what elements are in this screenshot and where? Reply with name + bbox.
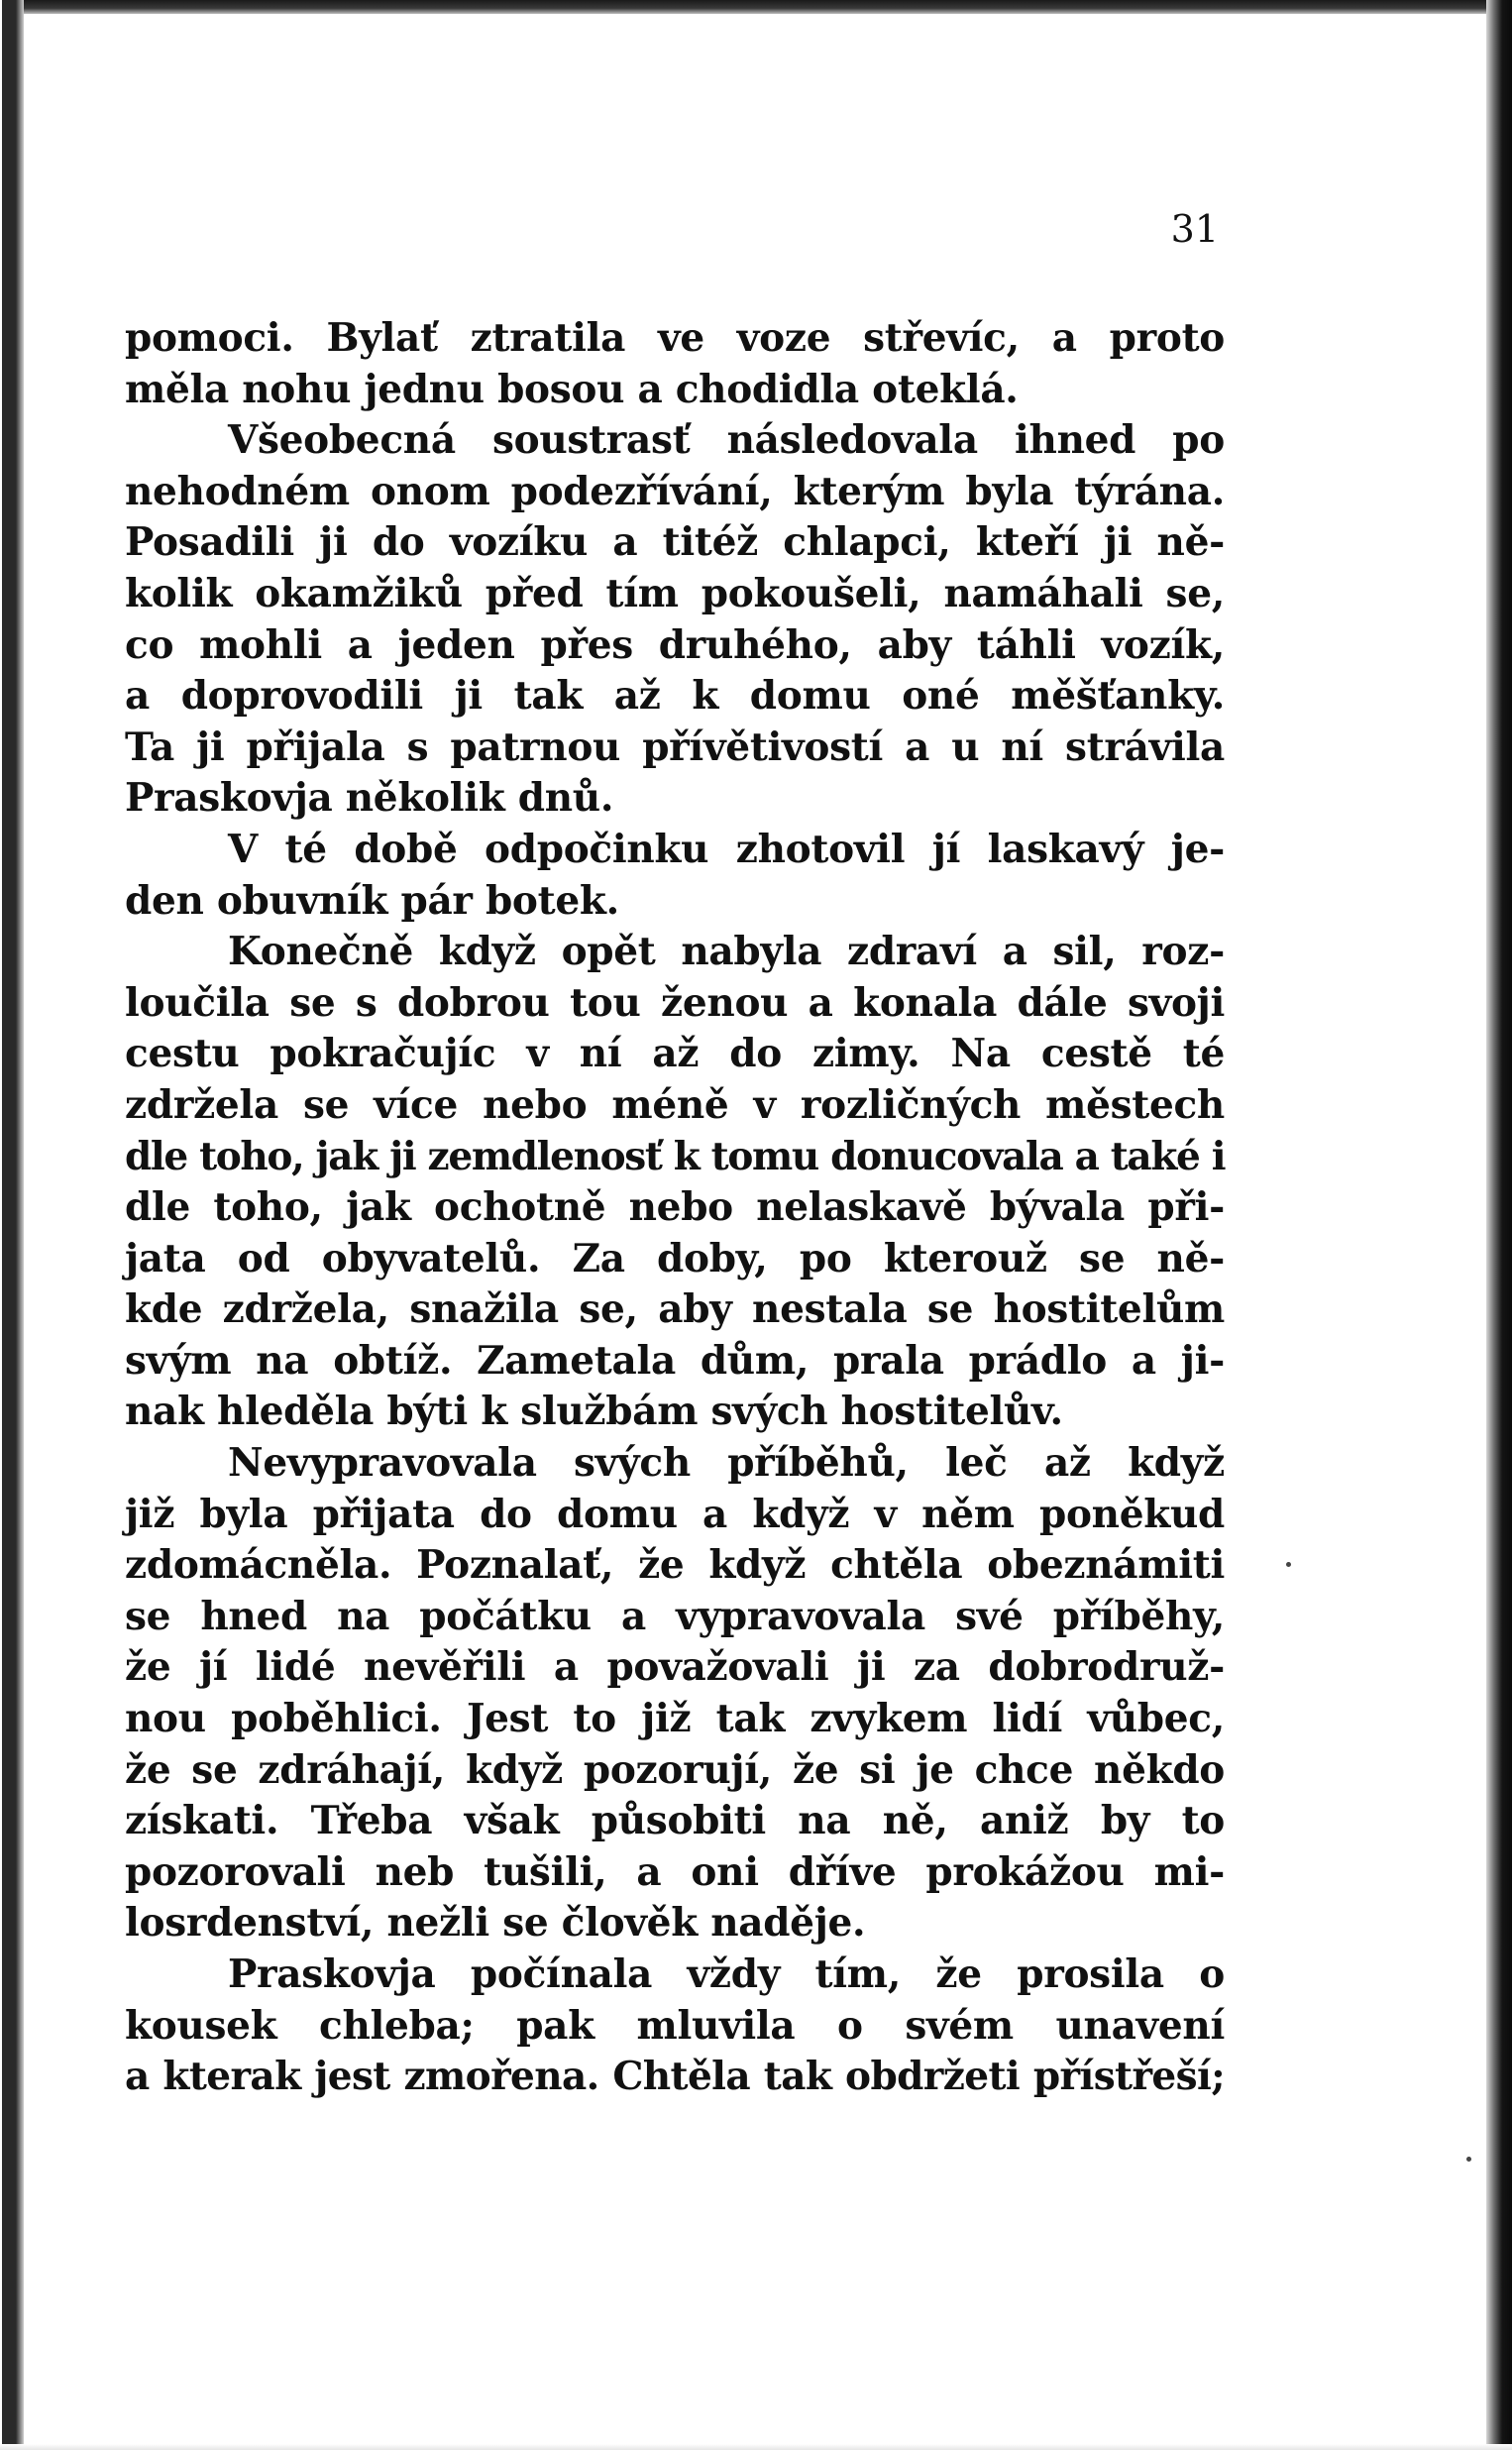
text-line: dle toho, jak ochotně nebo nelaskavě bývala při-	[125, 1184, 1225, 1231]
text-line: a doprovodili ji tak až k domu oné měšťanky.	[125, 673, 1225, 720]
text-line: loučila se s dobrou tou ženou a konala dále svoji	[125, 979, 1225, 1026]
text-line: měla nohu jednu bosou a chodidla oteklá.	[125, 366, 1019, 412]
text-line: den obuvník pár botek.	[125, 877, 619, 924]
scan-speck	[1466, 2157, 1471, 2162]
text-line: Posadili ji do vozíku a titéž chlapci, kteří ji ně-	[125, 519, 1225, 566]
text-line: dle toho, jak ji zemdlenosť k tomu donucovala a také i	[125, 1133, 1226, 1179]
text-line: že se zdráhají, když pozorují, že si je chce někdo	[125, 1746, 1225, 1793]
text-line: Konečně když opět nabyla zdraví a sil, roz-	[228, 929, 1225, 975]
text-line: Praskovja počínala vždy tím, že prosila o	[228, 1951, 1225, 1997]
scan-speck	[1286, 1562, 1291, 1567]
text-line: kousek chleba; pak mluvila o svém unavení	[125, 2002, 1225, 2049]
text-line: nou poběhlici. Jest to již tak zvykem lidí vůbec,	[125, 1696, 1225, 1742]
text-line: Všeobecná soustrasť následovala ihned po	[228, 417, 1225, 464]
scan-border-right	[1486, 0, 1512, 2450]
text-line: nak hleděla býti k službám svých hostitelův.	[125, 1389, 1063, 1435]
text-line: již byla přijata do domu a když v něm poněkud	[125, 1491, 1225, 1537]
text-line: jata od obyvatelů. Za doby, po kterouž se ně-	[125, 1235, 1225, 1281]
scan-border-left	[0, 0, 24, 2450]
text-line: Ta ji přijala s patrnou přívětivostí a u ní strávila	[125, 724, 1225, 770]
text-line: pozorovali neb tušili, a oni dříve prokážou mi-	[125, 1848, 1225, 1895]
text-line: zdržela se více nebo méně v rozličných městech	[125, 1081, 1225, 1128]
text-line: zdomácněla. Poznalať, že když chtěla obeznámiti	[125, 1542, 1225, 1589]
text-line: pomoci. Bylať ztratila ve voze střevíc, a proto	[125, 315, 1225, 361]
text-line: losrdenství, nežli se člověk naděje.	[125, 1900, 866, 1947]
text-line: co mohli a jeden přes druhého, aby táhli vozík,	[125, 621, 1225, 668]
page-number: 31	[1170, 207, 1219, 251]
text-line: a kterak jest zmořena. Chtěla tak obdržeti přístřeší;	[125, 2054, 1225, 2100]
text-line: cestu pokračujíc v ní až do zimy. Na cestě té	[125, 1031, 1225, 1077]
text-line: že jí lidé nevěřili a považovali ji za dobrodruž-	[125, 1644, 1225, 1691]
text-line: kolik okamžiků před tím pokoušeli, namáhali se,	[125, 570, 1225, 616]
text-line: se hned na počátku a vypravovala své příběhy,	[125, 1593, 1225, 1639]
page-text-body	[125, 313, 1225, 2103]
text-line: získati. Třeba však působiti na ně, aniž by to	[125, 1798, 1225, 1844]
text-line: Nevypravovala svých příběhů, leč až když	[228, 1440, 1225, 1487]
text-line: Praskovja několik dnů.	[125, 775, 614, 822]
text-line: svým na obtíž. Zametala dům, prala prádlo a ji-	[125, 1337, 1225, 1384]
text-line: nehodném onom podezřívání, kterým byla týrána.	[125, 468, 1225, 514]
text-line: V té době odpočinku zhotovil jí laskavý je-	[228, 826, 1225, 872]
scan-border-top	[0, 0, 1512, 14]
text-line: kde zdržela, snažila se, aby nestala se hostitelům	[125, 1286, 1225, 1333]
scan-border-bottom	[0, 2444, 1512, 2450]
